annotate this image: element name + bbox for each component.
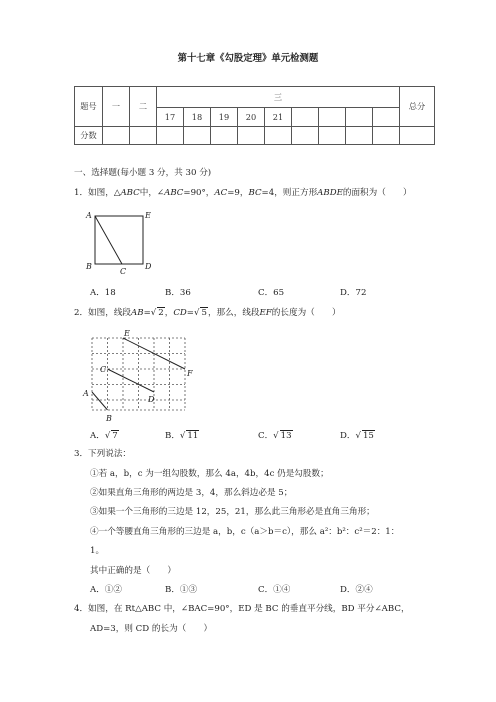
q2-label-a: A [83, 389, 89, 398]
score-cell[interactable] [265, 127, 292, 145]
header-er: 二 [130, 87, 157, 127]
q3-item-4-cont: 1。 [90, 546, 105, 556]
sub-number [373, 108, 400, 127]
score-cell[interactable] [319, 127, 346, 145]
q1-option-d: D．72 [340, 288, 367, 298]
q1-stem: 1．如图，△ABC中，∠ABC=90°，AC=9，BC=4，则正方形ABDE的面积为（ ） [74, 188, 412, 198]
q2-option-b: B．√ 11 [165, 431, 199, 441]
q4-stem-line1: 4．如图，在 Rt△ABC 中，∠BAC=90°，ED 是 BC 的垂直平分线，BD 平分∠ABC， [74, 604, 410, 614]
q3-item-2: ②如果直角三角形的两边是 3，4，那么斜边必是 5； [90, 488, 293, 498]
q1-label-a: A [86, 211, 92, 220]
page-title: 第十七章《勾股定理》单元检测题 [177, 53, 319, 64]
header-tihao: 题号 [75, 87, 103, 127]
q1-figure [85, 210, 155, 276]
header-san: 三 [157, 87, 400, 108]
score-cell[interactable] [184, 127, 211, 145]
q1-label-c: C [120, 267, 127, 276]
score-cell[interactable] [130, 127, 157, 145]
q2-option-d: D．√ 15 [340, 431, 374, 441]
sub-number [292, 108, 319, 127]
q3-item-4: ④一个等腰直角三角形的三边是 a，b，c（a＞b＝c），那么 a²：b²：c²＝2：1： [90, 527, 400, 537]
sub-number: 20 [238, 108, 265, 127]
q3-option-b: B．①③ [165, 585, 198, 595]
score-cell[interactable] [292, 127, 319, 145]
q1-label-b: B [86, 262, 92, 271]
sqrt-symbol: √ 2 [150, 308, 164, 318]
q2-label-b: B [106, 414, 112, 423]
q3-stem: 3．下列说法： [74, 449, 132, 459]
q2-grid-figure [82, 328, 202, 424]
q1-option-a: A．18 [90, 288, 116, 298]
row-fenshu: 分数 [75, 127, 103, 145]
q2-label-c: C [100, 365, 107, 374]
q2-label-d: D [148, 395, 155, 404]
sub-number: 21 [265, 108, 292, 127]
sub-number: 18 [184, 108, 211, 127]
sub-number [346, 108, 373, 127]
q2-label-e: E [124, 329, 130, 338]
q4-stem-line2: AD=3，则 CD 的长为（ ） [90, 624, 213, 634]
score-cell[interactable] [238, 127, 265, 145]
header-zongfen: 总分 [400, 87, 435, 127]
q3-item-3: ③如果一个三角形的三边是 12，25，21，那么此三角形必是直角三角形； [90, 507, 375, 517]
q3-option-d: D．②④ [340, 585, 373, 595]
q3-option-c: C．①④ [258, 585, 291, 595]
score-cell[interactable] [400, 127, 435, 145]
score-cell[interactable] [373, 127, 400, 145]
score-cell[interactable] [103, 127, 130, 145]
sqrt-symbol: √ 5 [194, 308, 207, 318]
score-table [74, 86, 435, 145]
score-cell[interactable] [211, 127, 238, 145]
q2-label-f: F [187, 369, 193, 378]
sub-number: 19 [211, 108, 238, 127]
q3-option-a: A．①② [90, 585, 122, 595]
header-yi: 一 [103, 87, 130, 127]
q1-option-c: C．65 [258, 288, 285, 298]
q2-option-c: C．√ 13 [258, 431, 292, 441]
q3-item-1: ①若 a，b，c 为一组勾股数，那么 4a，4b，4c 仍是勾股数； [90, 469, 329, 479]
q1-option-b: B．36 [165, 288, 191, 298]
q2-stem: 2．如图，线段AB=√ 2，CD=√ 5，那么，线段EF的长度为（ ） [74, 308, 341, 318]
score-cell[interactable] [157, 127, 184, 145]
q3-ask: 其中正确的是（ ） [90, 566, 176, 576]
q2-option-a: A．√ 7 [90, 431, 118, 441]
sub-number: 17 [157, 108, 184, 127]
q1-label-e: E [145, 211, 151, 220]
sub-number [319, 108, 346, 127]
score-cell[interactable] [346, 127, 373, 145]
section-heading: 一、选择题(每小题 3 分，共 30 分) [74, 168, 212, 178]
q1-label-d: D [145, 262, 152, 271]
